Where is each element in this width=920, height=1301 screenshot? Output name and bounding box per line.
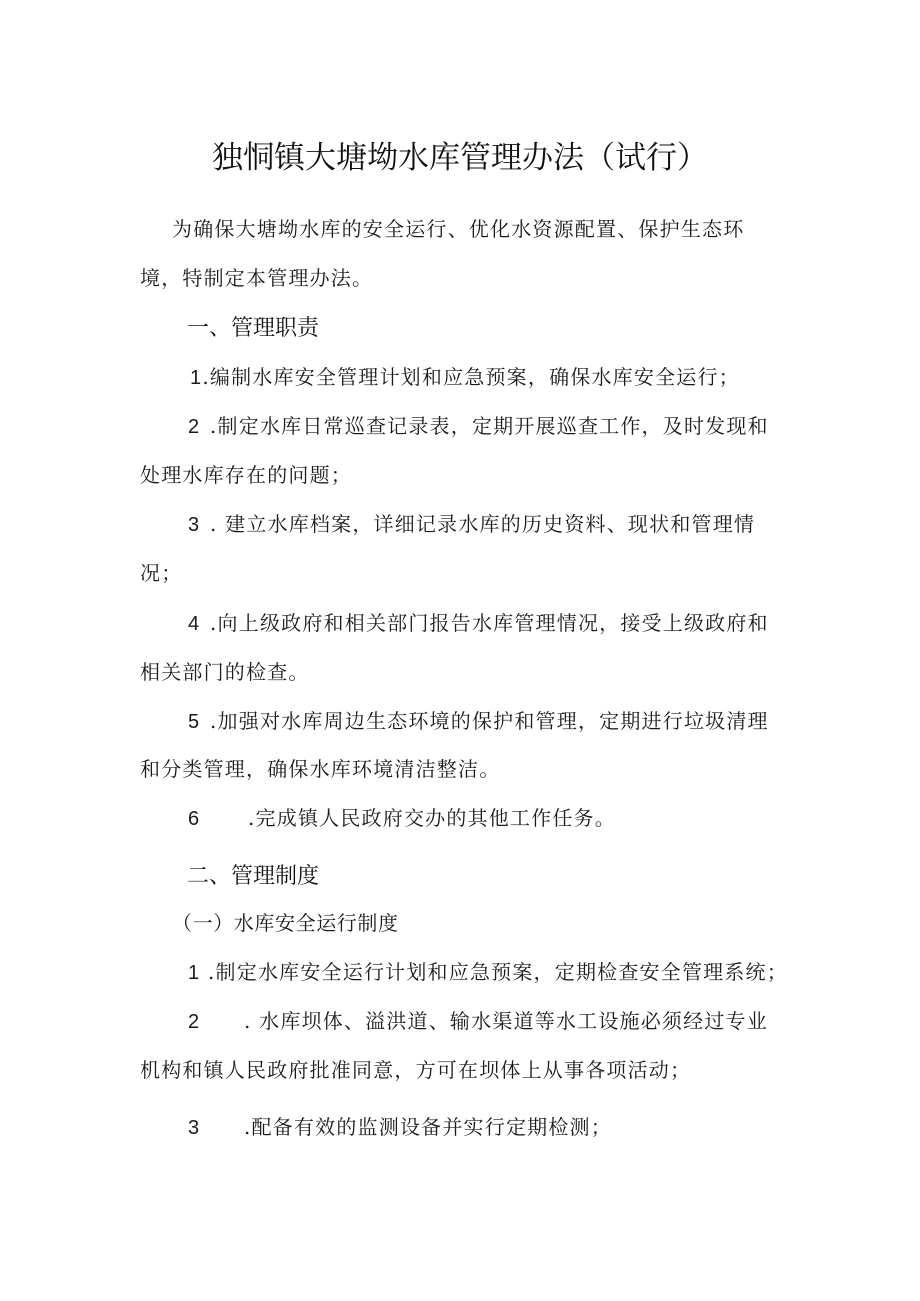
section-1-item-3	[188, 508, 755, 537]
item-number: 2	[188, 416, 201, 438]
item-text: .向上级政府和相关部门报告水库管理情况，接受上级政府和	[210, 611, 769, 635]
section-1-item-6	[188, 802, 616, 831]
item-text: .配备有效的监测设备并实行定期检测；	[244, 1115, 612, 1139]
intro-line-2: 境，特制定本管理办法。	[140, 266, 374, 290]
item-number: 3	[188, 1117, 201, 1139]
section-1-item-2	[188, 410, 769, 439]
item-text: .制定水库日常巡查记录表，定期开展巡查工作，及时发现和	[210, 414, 769, 438]
item-number: 1	[188, 962, 201, 984]
section-1-item-4	[188, 607, 769, 636]
item-text: .制定水库安全运行计划和应急预案，定期检查安全管理系统；	[208, 960, 788, 984]
section-1-item-5	[188, 705, 769, 734]
section-2-item-2	[188, 1005, 768, 1034]
section-1-item-3-cont: 况；	[140, 561, 183, 585]
section-1-heading: 一、管理职责	[187, 316, 320, 341]
intro-line-1: 为确保大塘坳水库的安全运行、优化水资源配置、保护生态环	[172, 217, 745, 241]
item-text: .完成镇人民政府交办的其他工作任务。	[248, 806, 616, 830]
item-number: 6	[188, 808, 201, 830]
section-2-item-2-cont: 机构和镇人民政府批准同意，方可在坝体上从事各项活动；	[140, 1058, 692, 1082]
item-number: 4	[188, 613, 201, 635]
section-1-item-1	[190, 361, 740, 390]
section-2-subheading: （一）水库安全运行制度	[172, 911, 399, 935]
item-text: . 水库坝体、溢洪道、输水渠道等水工设施必须经过专业	[244, 1009, 768, 1033]
item-number: 3	[188, 514, 201, 536]
item-text: .加强对水库周边生态环境的保护和管理，定期进行垃圾清理	[210, 709, 769, 733]
item-number: 2	[188, 1011, 201, 1033]
section-1-item-2-cont: 处理水库存在的问题；	[140, 463, 352, 487]
section-1-item-5-cont: 和分类管理，确保水库环境清洁整洁。	[140, 757, 501, 781]
item-number: 5	[188, 711, 201, 733]
section-1-item-4-cont: 相关部门的检查。	[140, 660, 310, 684]
item-text: .编制水库安全管理计划和应急预案，确保水库安全运行；	[202, 365, 740, 389]
section-2-item-3	[188, 1111, 612, 1140]
section-2-item-1	[188, 956, 788, 985]
item-text: . 建立水库档案，详细记录水库的历史资料、现状和管理情	[210, 512, 756, 536]
item-number: 1	[190, 367, 203, 389]
document-title: 独恫镇大塘坳水库管理办法（试行）	[212, 140, 708, 176]
section-2-heading: 二、管理制度	[187, 864, 320, 889]
